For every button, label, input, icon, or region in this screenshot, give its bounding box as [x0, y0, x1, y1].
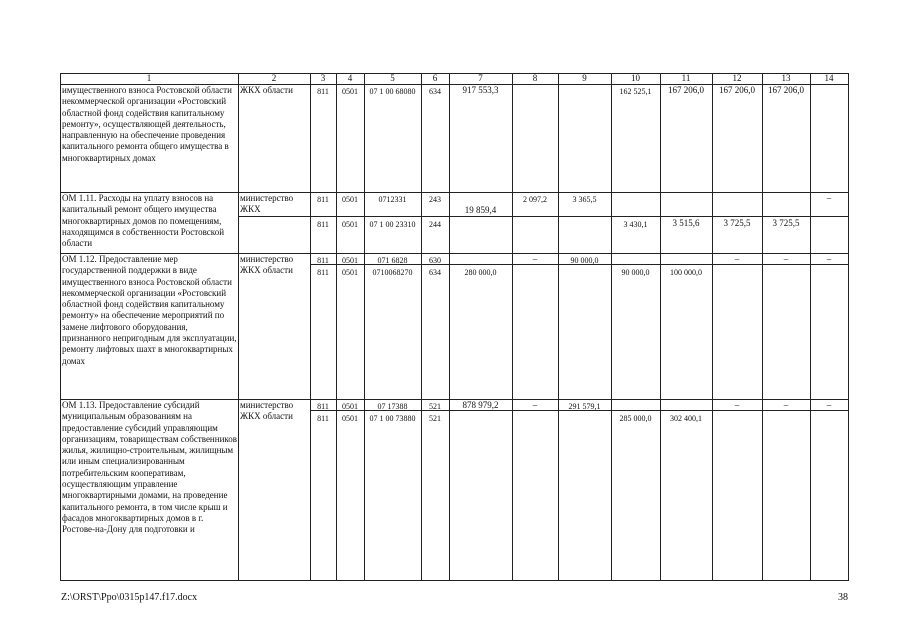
cell-grbs: 811: [317, 256, 329, 265]
column-header: 1: [146, 73, 152, 83]
cell-rzpr: 0501: [342, 195, 358, 204]
cell-csr: 0710068270: [372, 268, 413, 277]
cell-vr: 244: [429, 220, 441, 229]
column-line: [336, 73, 337, 581]
cell-grbs: 811: [317, 195, 329, 204]
page-number: 38: [838, 592, 848, 603]
column-header: 11: [681, 73, 691, 83]
table-bottom-border: [60, 580, 848, 581]
cell-rzpr: 0501: [342, 402, 358, 411]
event-description: ОМ 1.12. Предоставление мер государственной поддержки в виде имущественного взноса Ростовской области некоммерческой организации «Ростовский областной фонд содействия капитальному ремонту» на обеспечение мероприятий по замене лифтового оборудования, признанного непригодным для эксплуатации, ремонту лифтовых шахт в многоквартирных домах: [62, 254, 237, 366]
column-header: 9: [582, 73, 587, 83]
column-line: [364, 73, 365, 581]
cell-total: 917 553,3: [462, 85, 499, 95]
column-header: 12: [732, 73, 742, 83]
column-line: [848, 73, 849, 581]
column-line: [421, 73, 422, 581]
cell-total: 19 859,4: [464, 205, 497, 215]
cell-rzpr: 0501: [342, 268, 358, 277]
cell-year: 285 000,0: [619, 414, 652, 423]
cell-year: 167 206,0: [768, 85, 804, 95]
cell-grbs: 811: [317, 414, 329, 423]
executor-cell: ЖКХ области: [240, 85, 293, 95]
cell-year: –: [532, 254, 538, 264]
cell-year: 90 000,0: [621, 268, 650, 277]
column-line: [611, 73, 612, 581]
column-header: 4: [347, 73, 353, 83]
cell-year: –: [734, 400, 740, 410]
cell-year: 90 000,0: [570, 256, 599, 265]
column-header: 14: [824, 73, 834, 83]
cell-year: –: [532, 400, 538, 410]
cell-grbs: 811: [317, 268, 329, 277]
cell-csr: 0712331: [378, 195, 407, 204]
cell-year: 167 206,0: [719, 85, 755, 95]
cell-year: 3 725,5: [772, 218, 800, 228]
column-line: [449, 73, 450, 581]
cell-rzpr: 0501: [342, 87, 358, 96]
file-path: Z:\ORST\Ppo\0315p147.f17.docx: [61, 592, 198, 603]
cell-grbs: 811: [317, 402, 329, 411]
cell-grbs: 811: [317, 87, 329, 96]
column-header: 5: [390, 73, 395, 83]
cell-vr: 521: [429, 402, 441, 411]
cell-year: –: [734, 254, 740, 264]
column-header: 8: [532, 73, 538, 83]
event-description: ОМ 1.11. Расходы на уплату взносов на капитальный ремонт общего имущества многоквартирных домов по помещениям, находящимся в собственности Ростовской области: [62, 193, 225, 249]
column-line: [310, 73, 311, 581]
cell-vr: 634: [429, 87, 441, 96]
executor-cell: министерство ЖКХ области: [240, 400, 294, 421]
cell-year: 302 400,1: [670, 414, 702, 423]
column-line: [712, 73, 713, 581]
cell-vr: 243: [429, 195, 441, 204]
cell-vr: 521: [429, 414, 441, 423]
row-divider: [238, 216, 848, 217]
column-line: [810, 73, 811, 581]
cell-year: –: [783, 254, 789, 264]
event-description: ОМ 1.13. Предоставление субсидий муниципальным образованиям на предоставление субсидий управляющим организациям, товариществам собственников жилья, жилищно-строительным, жилищным или иным специализированным потребительским кооперативам, осуществляющим управление многоквартирными домами, на проведение капитального ремонта, в том числе крыш и фасадов многоквартирных домов в г. Ростове-на-Дону для подготовки и: [62, 400, 238, 535]
executor-cell: министерство ЖКХ области: [240, 254, 294, 275]
cell-year: 3 430,1: [623, 220, 648, 229]
cell-year: 167 206,0: [668, 85, 704, 95]
cell-year: –: [826, 193, 832, 203]
cell-csr: 07 1 00 73880: [369, 414, 416, 423]
cell-csr: 07 1 00 68080: [369, 87, 416, 96]
cell-total: 280 000,0: [464, 268, 497, 277]
cell-rzpr: 0501: [342, 256, 358, 265]
cell-csr: 07 17388: [377, 402, 408, 411]
column-line: [60, 73, 61, 581]
column-header: 7: [478, 73, 483, 83]
cell-year: 3 365,5: [572, 195, 597, 204]
column-header: 6: [432, 73, 438, 83]
column-header: 3: [320, 73, 326, 83]
cell-rzpr: 0501: [342, 414, 358, 423]
cell-year: 100 000,0: [670, 268, 702, 277]
event-description: имущественного взноса Ростовской области некоммерческой организации «Ростовский областной фонд содействия капитальному ремонту», осуществляющей деятельность, направленную на обеспечение проведения капитального ремонта общего имущества в многоквартирных домах: [62, 85, 232, 163]
executor-cell: министерство ЖКХ: [240, 193, 294, 214]
column-header: 13: [781, 73, 791, 83]
column-header: 2: [271, 73, 277, 83]
cell-year: 3 515,6: [672, 218, 700, 228]
column-header: 10: [631, 73, 640, 83]
column-line: [762, 73, 763, 581]
cell-grbs: 811: [317, 220, 329, 229]
cell-year: –: [783, 400, 789, 410]
column-line: [558, 73, 559, 581]
cell-year: –: [826, 254, 832, 264]
column-line: [238, 73, 239, 581]
cell-year: 291 579,1: [568, 402, 601, 411]
cell-year: –: [826, 400, 832, 410]
cell-total: 878 979,2: [462, 400, 499, 410]
cell-csr: 07 1 00 23310: [369, 220, 416, 229]
column-line: [660, 73, 661, 581]
cell-year: 162 525,1: [619, 87, 652, 96]
column-line: [512, 73, 513, 581]
cell-rzpr: 0501: [342, 220, 358, 229]
cell-vr: 634: [429, 268, 441, 277]
cell-year: 2 097,2: [523, 195, 547, 204]
cell-year: 3 725,5: [723, 218, 751, 228]
cell-csr: 071 6828: [377, 256, 408, 265]
cell-vr: 630: [429, 256, 441, 265]
